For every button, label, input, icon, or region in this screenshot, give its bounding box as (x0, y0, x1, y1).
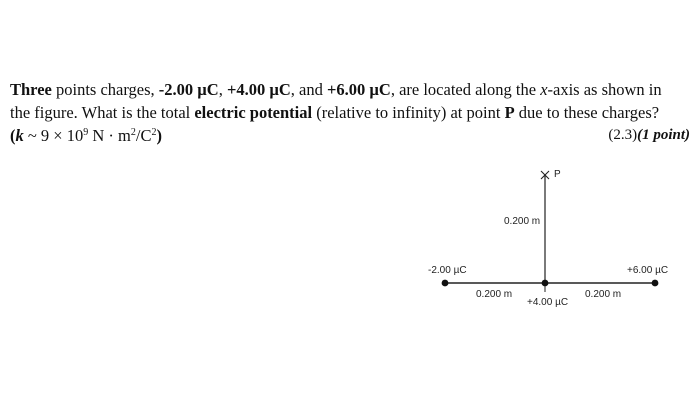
k-symbol: k (15, 126, 24, 145)
charge-2-value: +4.00 µC (226, 80, 291, 99)
points-value: (1 point) (637, 127, 690, 143)
axis-variable: x (540, 80, 548, 99)
question-text-segment: points charges, (51, 80, 159, 99)
right-distance-label: 0.200 m (585, 289, 622, 300)
question-text-segment: (relative to infinity) at point (312, 103, 505, 122)
vertical-distance-label: 0.200 m (504, 216, 541, 227)
k-open-paren: ( (10, 126, 16, 145)
point-p-ref: P (504, 103, 515, 122)
k-units-exponent: 2 (130, 127, 136, 138)
question-text-segment: due to these charges? (514, 103, 660, 122)
k-exponent: 9 (83, 127, 89, 138)
center-charge-dot (542, 280, 549, 287)
k-close-paren: ) (156, 126, 162, 145)
question-text-segment: , and (290, 80, 327, 99)
k-units: N · m (88, 126, 131, 145)
electric-potential-term: electric potential (194, 103, 313, 122)
center-charge-label: +4.00 µC (527, 297, 569, 308)
question-text-segment: -axis as shown in (547, 80, 662, 99)
question-number: (2.3) (608, 127, 638, 143)
question-text-segment: , are located along the (390, 80, 541, 99)
k-units: /C (135, 126, 152, 145)
point-p-label: P (554, 169, 561, 180)
right-charge-label: +6.00 µC (627, 265, 669, 276)
question-text-segment: , (218, 80, 227, 99)
charge-3-value: +6.00 µC (327, 80, 391, 99)
right-charge-dot (652, 280, 659, 287)
question-text-segment: the figure. What is the total (10, 103, 195, 122)
left-charge-label: -2.00 µC (428, 265, 467, 276)
question-lead-word: Three (10, 80, 52, 99)
k-value: ~ 9 × 10 (23, 126, 84, 145)
k-units-exponent: 2 (151, 127, 157, 138)
left-charge-dot (442, 280, 449, 287)
left-distance-label: 0.200 m (476, 289, 513, 300)
charge-1-value: -2.00 µC (158, 80, 219, 99)
